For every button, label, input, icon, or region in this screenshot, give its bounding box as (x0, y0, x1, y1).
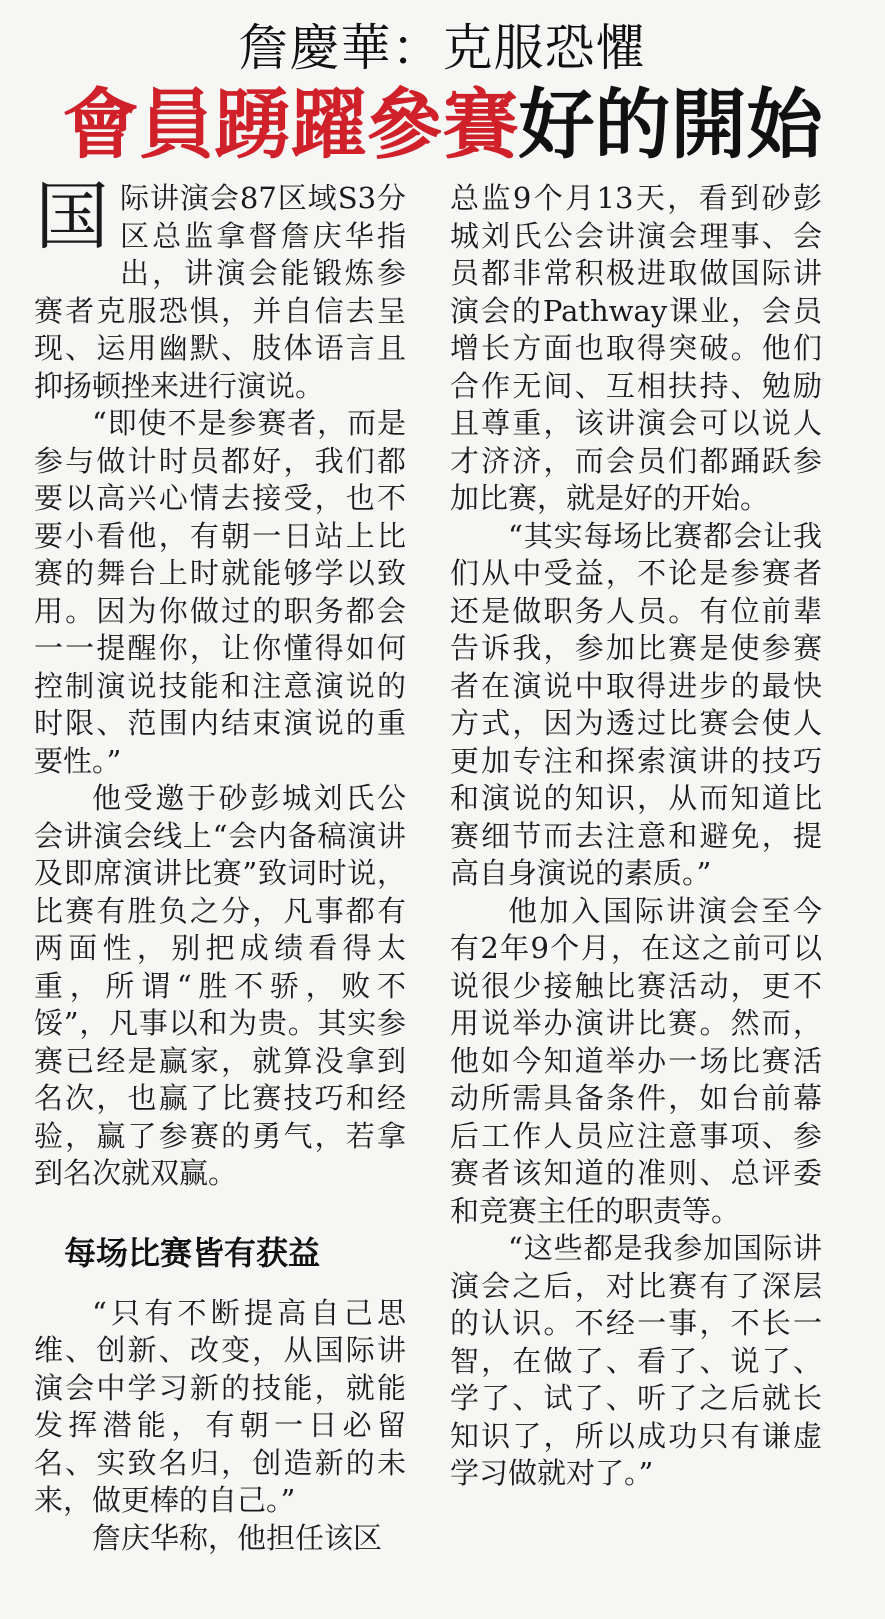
body-paragraph: “只有不断提高自己思维、创新、改变，从国际讲演会中学习新的技能，就能发挥潜能，有朝一日必留名、实致名归，创造新的未来，做更棒的自己。” (34, 1295, 406, 1517)
article-right-column (450, 180, 822, 1493)
body-paragraph: 他加入国际讲演会至今有2年9个月，在这之前可以说很少接触比赛活动，更不用说举办演讲比赛。然而，他如今知道举办一场比赛活动所需具备条件，如台前幕后工作人员应注意事项、参赛者该知道的准则、总评委和竞赛主任的职责等。 (450, 893, 822, 1228)
headline-red-part: 會員踴躍參賽 (62, 80, 519, 169)
headline-line-2 (0, 82, 885, 168)
headline-black-part: 好的開始 (518, 80, 823, 169)
subheading: 每场比赛皆有获益 (64, 1233, 321, 1272)
body-paragraph-continued: 总监9个月13天，看到砂彭城刘氏公会讲演会理事、会员都非常积极进取做国际讲演会的Pathway课业，会员增长方面也取得突破。他们合作无间、互相扶持、勉励且尊重，该讲演会可以说人才济济，而会员们都踊跃参加比赛，就是好的开始。 (450, 181, 822, 515)
lead-paragraph (34, 174, 406, 405)
article-left-column (34, 174, 406, 1557)
body-paragraph: “这些都是我参加国际讲演会之后，对比赛有了深层的认识。不经一事，不长一智，在做了、看了、说了、学了、试了、听了之后就长知识了，所以成功只有谦虚学习做就对了。” (450, 1231, 822, 1490)
lead-paragraph-text: 际讲演会87区域S3分区总监拿督詹庆华指出，讲演会能锻炼参赛者克服恐惧，并自信去呈现、运用幽默、肢体语言且抑扬顿挫来进行演说。 (34, 181, 406, 403)
body-paragraph: “其实每场比赛都会让我们从中受益，不论是参赛者还是做职务人员。有位前辈告诉我，参加比赛是使参赛者在演说中取得进步的最快方式，因为透过比赛会使人更加专注和探索演讲的技巧和演说的知识，从而知道比赛细节而去注意和避免，提高自身演说的素质。” (450, 518, 822, 890)
body-paragraph: “即使不是参赛者，而是参与做计时员都好，我们都要以高兴心情去接受，也不要小看他，有朝一日站上比赛的舞台上时就能够学以致用。因为你做过的职务都会一一提醒你，让你懂得如何控制演说技能和注意演说的时限、范围内结束演说的重要性。” (34, 406, 406, 778)
drop-cap: 国 (35, 174, 109, 260)
body-paragraph: 詹庆华称，他担任该区 (92, 1520, 383, 1555)
body-paragraph: 他受邀于砂彭城刘氏公会讲演会线上“会内备稿演讲及即席演讲比赛”致词时说，比赛有胜负之分，凡事都有两面性，别把成绩看得太重，所谓“胜不骄，败不馁”，凡事以和为贵。其实参赛已经是赢家，就算没拿到名次，也赢了比赛技巧和经验，赢了参赛的勇气，若拿到名次就双赢。 (34, 781, 406, 1190)
headline-line-1: 詹慶華：克服恐懼 (238, 19, 647, 77)
headline (0, 18, 885, 168)
